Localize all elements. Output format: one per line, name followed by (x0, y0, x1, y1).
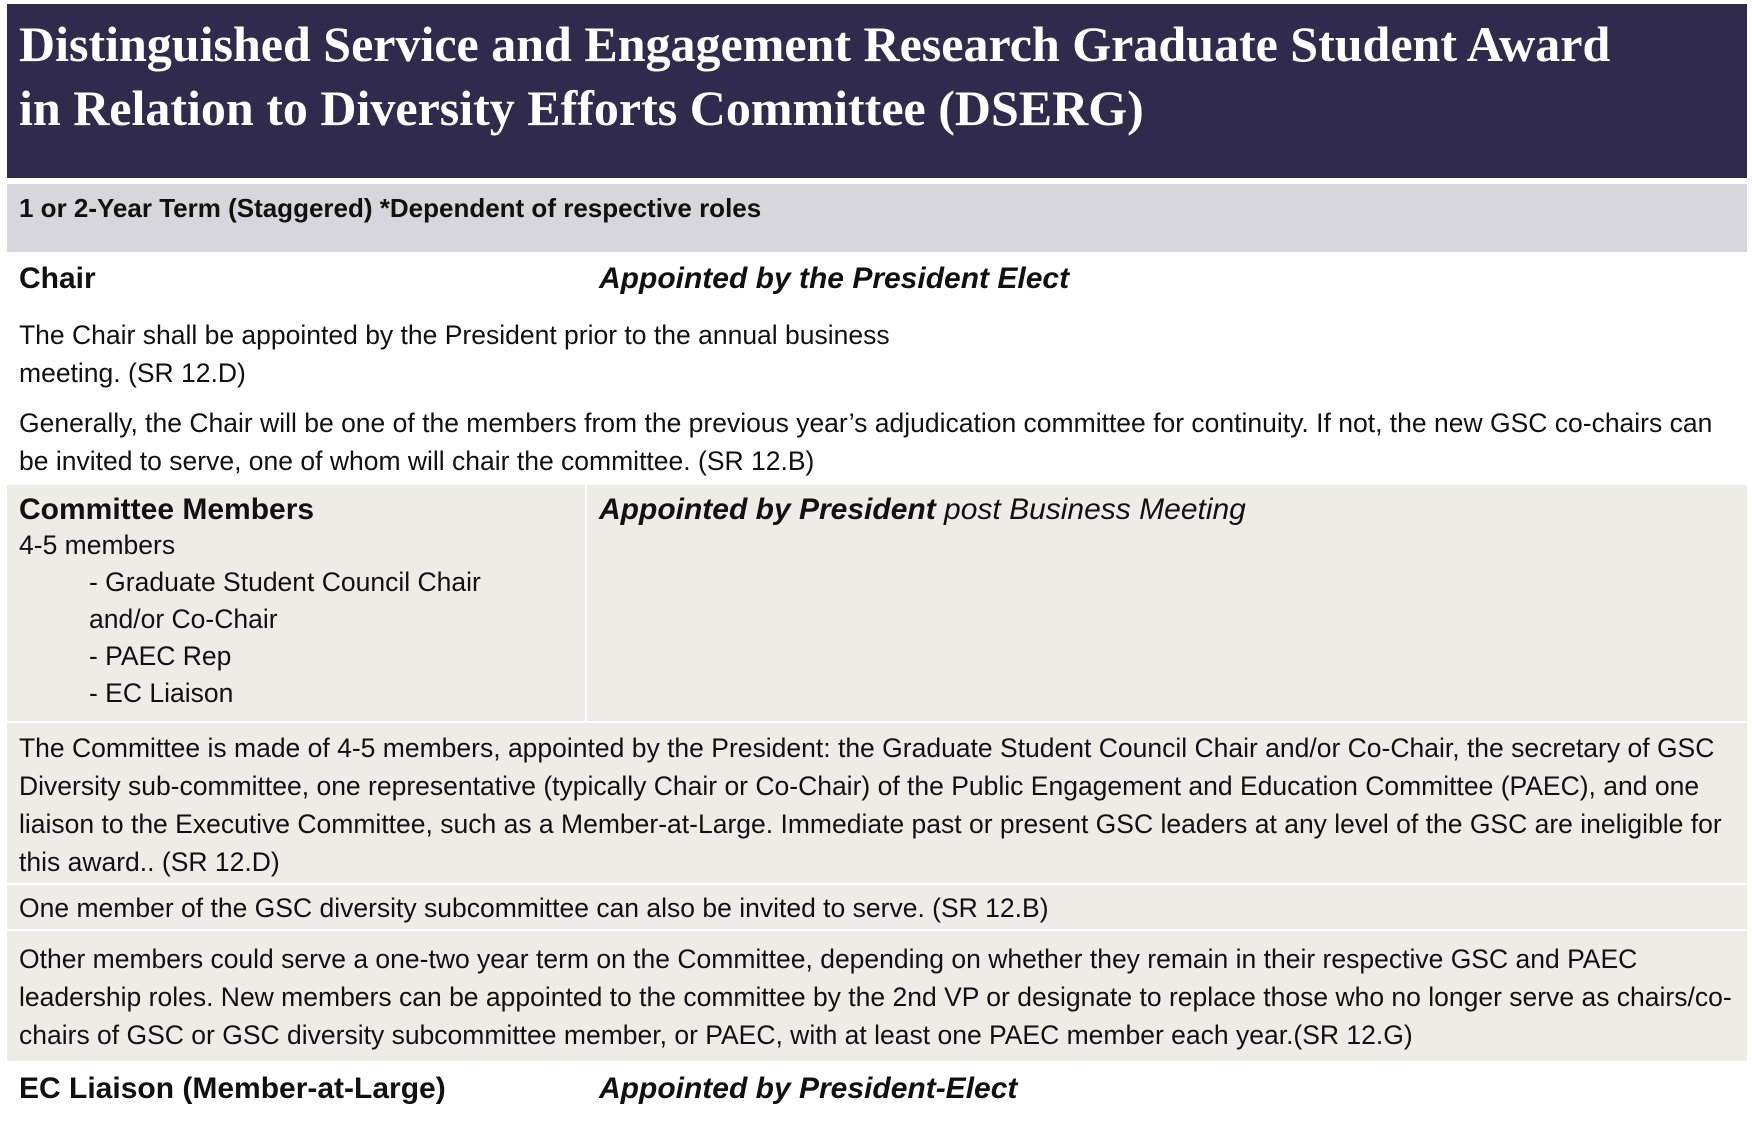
title-line-2: in Relation to Diversity Efforts Committee (DSERG) (19, 80, 1144, 136)
members-list (19, 564, 519, 712)
chair-paragraph-2: Generally, the Chair will be one of the members from the previous year’s adjudication committee for continuity. If not, the new GSC co-chairs can be invited to serve, one of whom will chair the committee. (SR 12.B) (19, 408, 1713, 476)
members-appointed (599, 493, 1246, 527)
chair-header-row (7, 258, 1747, 304)
members-count: 4-5 members (19, 530, 176, 560)
members-appointed-rest: post Business Meeting (935, 493, 1246, 526)
members-paragraph-2: One member of the GSC diversity subcommittee can also be invited to serve. (SR 12.B) (7, 885, 1747, 929)
list-item: - Graduate Student Council Chair and/or Co-Chair (89, 567, 481, 634)
members-heading: Committee Members (19, 493, 315, 526)
term-band (7, 184, 1747, 252)
ec-header-row (7, 1064, 1747, 1122)
list-item: - EC Liaison (89, 678, 234, 708)
chair-p1-line1: The Chair shall be appointed by the President prior to the annual business (19, 320, 890, 350)
chair-paragraph-1 (7, 316, 1747, 392)
chair-p1-line2: meeting. (SR 12.D) (19, 358, 246, 388)
ec-appointed: Appointed by President-Elect (599, 1072, 1018, 1105)
term-text: 1 or 2-Year Term (Staggered) *Dependent of respective roles (19, 193, 762, 223)
members-paragraph-1: The Committee is made of 4-5 members, appointed by the President: the Graduate Student Council Chair and/or Co-Chair, the secretary of GSC Diversity sub-committee, one representative (typically Chair or Co-Chair) of the Public Engagement and Education Committee (PAEC), and one liaison to the Executive Committee, such as a Member-at-Large. Immediate past or present GSC leaders at any level of the GSC are ineligible for this award.. (SR 12.D) (7, 723, 1747, 883)
ec-heading: EC Liaison (Member-at-Large) (19, 1072, 446, 1105)
members-appointed-bold: Appointed by President (599, 493, 936, 526)
chair-heading: Chair (19, 262, 96, 295)
members-header-row (7, 485, 1747, 721)
list-item: - PAEC Rep (89, 641, 232, 671)
chair-appointed: Appointed by the President Elect (599, 262, 1070, 295)
members-paragraph-3: Other members could serve a one-two year term on the Committee, depending on whether they remain in their respective GSC and PAEC leadership roles. New members can be appointed to the committee by the 2nd VP or designate to replace those who no longer serve as chairs/co-chairs of GSC or GSC diversity subcommittee member, or PAEC, with at least one PAEC member each year.(SR 12.G) (7, 931, 1747, 1061)
page-title (7, 4, 1747, 178)
title-line-1: Distinguished Service and Engagement Research Graduate Student Award (19, 16, 1611, 72)
